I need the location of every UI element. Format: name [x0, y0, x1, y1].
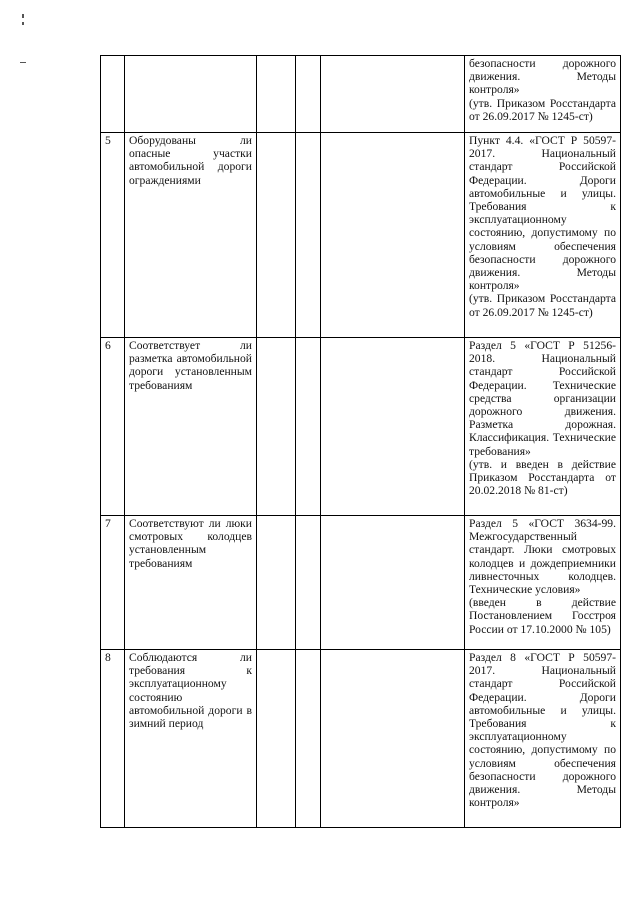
- reference-line: эксплуатационному: [469, 213, 567, 227]
- reference-line: (утв. Приказом Росстандарта: [469, 96, 616, 110]
- table-row: [101, 516, 621, 650]
- reference-line: безопасности дорожного: [469, 252, 616, 266]
- reference-line: Классификация. Технические: [469, 431, 616, 445]
- reference-line: (введен в действие: [469, 596, 616, 610]
- question-cell: Соблюдаются ли требования к эксплуатационному состоянию автомобильной дороги в зимний период: [125, 650, 257, 828]
- reference-line: Технические условия»: [469, 583, 581, 597]
- answer-na-cell: [321, 338, 465, 516]
- reference-line: Пункт 4.4. «ГОСТ Р 50597-: [469, 134, 616, 147]
- table-row: [101, 650, 621, 828]
- answer-no-cell: [296, 650, 321, 828]
- reference-line: Федерации. Дороги: [469, 690, 616, 704]
- reference-line: состоянию, допустимому по: [469, 743, 616, 757]
- answer-no-cell: [296, 56, 321, 133]
- reference-cell: [465, 516, 621, 650]
- question-cell: Соответствуют ли люки смотровых колодцев установленным требованиям: [125, 516, 257, 650]
- reference-line: ливнесточных колодцев.: [469, 569, 616, 583]
- reference-line: контроля»: [469, 279, 520, 293]
- reference-line: Разметка дорожная.: [469, 418, 616, 432]
- reference-line: Постановлением Госстроя: [469, 609, 616, 623]
- reference-cell: [465, 650, 621, 828]
- reference-line: движения. Методы: [469, 783, 616, 797]
- reference-line: (утв. и введен в действие: [469, 457, 616, 471]
- reference-line: стандарт Российской: [469, 365, 616, 379]
- reference-line: движения. Методы: [469, 70, 616, 84]
- table-row: [101, 56, 621, 133]
- reference-line: движения. Методы: [469, 266, 616, 280]
- answer-na-cell: [321, 650, 465, 828]
- answer-yes-cell: [257, 133, 296, 338]
- reference-line: от 26.09.2017 № 1245-ст): [469, 305, 593, 319]
- question-cell: [125, 56, 257, 133]
- reference-line: Приказом Росстандарта от: [469, 471, 616, 485]
- reference-line: стандарт. Люки смотровых: [469, 543, 616, 557]
- reference-line: эксплуатационному: [469, 730, 567, 744]
- row-number: 6: [101, 338, 125, 516]
- row-number: [101, 56, 125, 133]
- answer-no-cell: [296, 338, 321, 516]
- reference-line: Межгосударственный: [469, 530, 577, 544]
- answer-yes-cell: [257, 338, 296, 516]
- reference-line: средства организации: [469, 391, 616, 405]
- reference-line: автомобильные и улицы.: [469, 186, 616, 200]
- question-cell: Оборудованы ли опасные участки автомобильной дороги ограждениями: [125, 133, 257, 338]
- scan-artifact-mark: [22, 14, 24, 18]
- answer-no-cell: [296, 133, 321, 338]
- answer-na-cell: [321, 516, 465, 650]
- reference-line: условиям обеспечения: [469, 239, 616, 253]
- reference-line: 2017. Национальный: [469, 147, 616, 161]
- answer-na-cell: [321, 133, 465, 338]
- reference-line: контроля»: [469, 796, 520, 810]
- reference-line: 2018. Национальный: [469, 352, 616, 366]
- row-number: 8: [101, 650, 125, 828]
- reference-line: Федерации. Технические: [469, 378, 616, 392]
- reference-cell: [465, 338, 621, 516]
- reference-line: колодцев и дождеприемники: [469, 556, 616, 570]
- reference-line: стандарт Российской: [469, 677, 616, 691]
- answer-yes-cell: [257, 650, 296, 828]
- reference-line: требования»: [469, 444, 531, 458]
- reference-line: (утв. Приказом Росстандарта: [469, 292, 616, 306]
- question-cell: Соответствует ли разметка автомобильной дороги установленным требованиям: [125, 338, 257, 516]
- reference-line: безопасности дорожного: [469, 769, 616, 783]
- reference-cell: [465, 56, 621, 133]
- scan-artifact-mark: [20, 62, 26, 63]
- reference-line: безопасности дорожного: [469, 57, 616, 70]
- reference-line: Раздел 5 «ГОСТ Р 51256-: [469, 339, 616, 352]
- reference-line: дорожного движения.: [469, 405, 616, 419]
- reference-line: 20.02.2018 № 81-ст): [469, 484, 568, 498]
- reference-line: Раздел 8 «ГОСТ Р 50597-: [469, 651, 616, 664]
- answer-yes-cell: [257, 516, 296, 650]
- answer-na-cell: [321, 56, 465, 133]
- reference-cell: [465, 133, 621, 338]
- inspection-checklist-table: [100, 55, 621, 828]
- reference-line: Требования к: [469, 200, 616, 214]
- reference-line: России от 17.10.2000 № 105): [469, 622, 611, 636]
- reference-line: стандарт Российской: [469, 160, 616, 174]
- reference-line: от 26.09.2017 № 1245-ст): [469, 109, 593, 123]
- reference-line: контроля»: [469, 83, 520, 97]
- row-number: 5: [101, 133, 125, 338]
- reference-line: 2017. Национальный: [469, 664, 616, 678]
- reference-line: Федерации. Дороги: [469, 173, 616, 187]
- table-row: [101, 338, 621, 516]
- reference-line: автомобильные и улицы.: [469, 703, 616, 717]
- reference-line: состоянию, допустимому по: [469, 226, 616, 240]
- table-row: [101, 133, 621, 338]
- reference-line: Раздел 5 «ГОСТ 3634-99.: [469, 517, 616, 530]
- answer-yes-cell: [257, 56, 296, 133]
- answer-no-cell: [296, 516, 321, 650]
- reference-line: Требования к: [469, 717, 616, 731]
- row-number: 7: [101, 516, 125, 650]
- scan-artifact-mark: [22, 22, 24, 25]
- reference-line: условиям обеспечения: [469, 756, 616, 770]
